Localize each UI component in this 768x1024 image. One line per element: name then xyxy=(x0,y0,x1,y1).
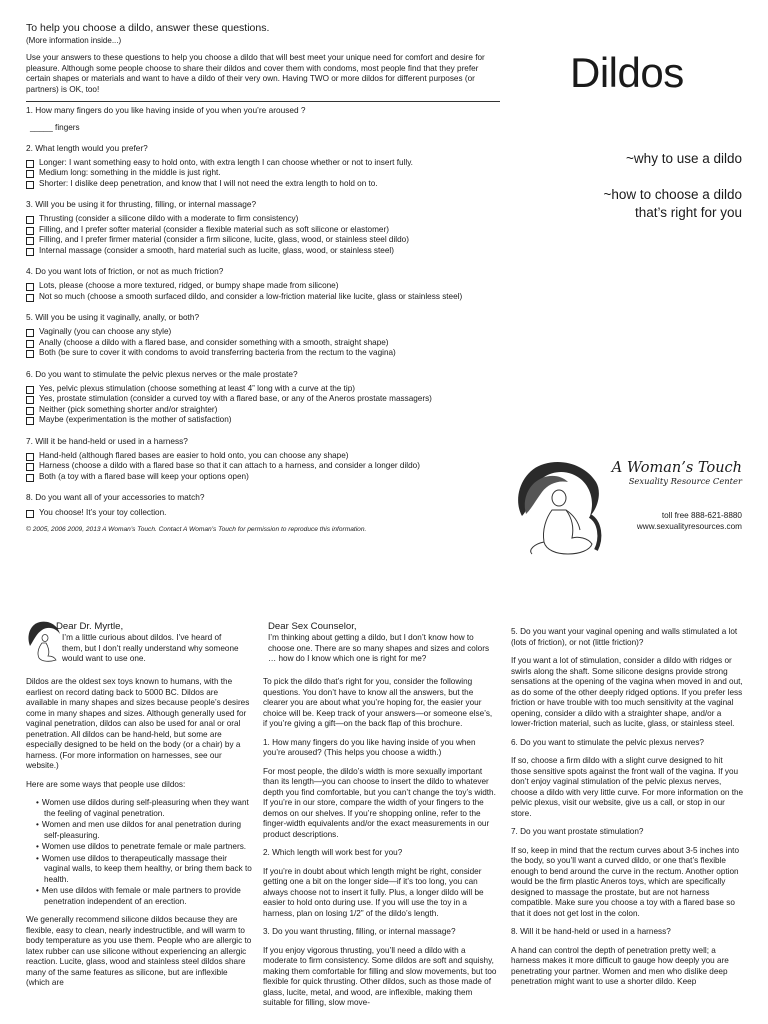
checkbox[interactable] xyxy=(26,510,34,518)
brand-phone: toll free 888-621-8880 xyxy=(661,511,742,520)
quiz-q3-option[interactable]: Internal massage (consider a smooth, hard material such as lucite, glass, wood, or stainless steel) xyxy=(26,246,506,257)
paragraph: For most people, the dildo’s width is more sexually important than its length—you can choose to insert the dildo to whatever depth you find comfortable, but you can’t change the toy’s width. If you’re in our store, compare the width of your fingers to the demos on our shelves. If you’re shopping online, refer to the finger-width equivalents and/or the exact measurements in our product descriptions. xyxy=(263,766,496,839)
quiz-q5: 5. Will you be using it vaginally, anally, or both? xyxy=(26,312,200,322)
checkbox[interactable] xyxy=(26,407,34,415)
quiz-q1-fill: _____ fingers xyxy=(30,123,80,132)
paragraph: If so, choose a firm dildo with a slight curve designed to hit those sensitive spots against the front wall of the vagina. If you don’t enjoy vaginal stimulation of the pelvic plexus nerves, choose a dildo with very little curve. For more information on the pelvic plexus, visit our website, give us a call, or stop in our store. xyxy=(511,756,744,818)
question-heading: 1. How many fingers do you like having inside of you when you’re aroused? (This helps you choose a width.) xyxy=(263,737,476,757)
paragraph: We generally recommend silicone dildos because they are flexible, easy to clean, nearly indestructible, and will warm to body temperature as you use them. People who are allergic to latex rubber can use silicone without experiencing an allergic reaction. Lucite, glass, wood and stainless steel dildos share many of the same features as silicone, but are inflexible (which are xyxy=(26,915,252,987)
quiz-q2: 2. What length would you prefer? xyxy=(26,142,148,153)
checkbox[interactable] xyxy=(26,227,34,235)
checkbox[interactable] xyxy=(26,170,34,178)
brand-website[interactable]: www.sexualityresources.com xyxy=(636,522,742,531)
checkbox[interactable] xyxy=(26,350,34,358)
quiz-q7-option[interactable]: Harness (choose a dildo with a flared base so that it can attach to a harness, and consider a longer dildo) xyxy=(26,461,506,472)
paragraph: A hand can control the depth of penetration pretty well; a harness makes it more difficult to gauge how deeply you are penetrating your partner. Women and men who dislike deep penetration might want to use a shorter dildo. Keep xyxy=(511,945,729,986)
list-item: • Men use dildos with female or male partners to provide penetration independent of an erection. xyxy=(36,886,252,907)
intro-divider xyxy=(26,101,500,102)
quiz-q8: 8. Do you want all of your accessories to match? xyxy=(26,492,205,502)
paragraph: To pick the dildo that’s right for you, consider the following questions. You don’t have to know all the answers, but the clearer you are about what you’re hoping for, the easier your choice will be. Keep track of your answers—or someone else’s, if you’re giving a gift—on the back flap of this brochure. xyxy=(263,677,493,728)
quiz-q6-option[interactable]: Yes, pelvic plexus stimulation (choose something at least 4” long with a curve at the tip) xyxy=(26,384,506,395)
quiz-q5-option[interactable]: Both (be sure to cover it with condoms to avoid transferring bacteria from the rectum to the vagina) xyxy=(26,348,506,359)
paragraph: If you enjoy vigorous thrusting, you’ll need a dildo with a moderate to firm consistency. Some dildos are soft and squishy, making them comfortable for filling and slow movements, but too flexible for quick thrusting. Other dildos, such as those made of glass, lucite, metal, and wood, are inflexible, making them suitable for filling, slow move- xyxy=(263,945,497,1007)
question-heading: 5. Do you want your vaginal opening and walls stimulated a lot (lots of friction), or not (little friction)? xyxy=(511,627,738,647)
quiz-q4-option[interactable]: Lots, please (choose a more textured, ridged, or bumpy shape made from silicone) xyxy=(26,281,506,292)
quiz-q4: 4. Do you want lots of friction, or not as much friction? xyxy=(26,266,224,276)
checkbox[interactable] xyxy=(26,417,34,425)
letter-greeting: Dear Sex Counselor, xyxy=(268,621,357,632)
quiz-q8-option[interactable]: You choose! It’s your toy collection. xyxy=(26,508,506,519)
cover-line-why: ~why to use a dildo xyxy=(626,151,742,166)
checkbox[interactable] xyxy=(26,216,34,224)
checkbox[interactable] xyxy=(26,237,34,245)
quiz-q3: 3. Will you be using it for thrusting, filling, or internal massage? xyxy=(26,199,257,209)
quiz-q6-option[interactable]: Maybe (experimentation is the mother of satisfaction) xyxy=(26,415,506,426)
quiz-q6: 6. Do you want to stimulate the pelvic plexus nerves or the male prostate? xyxy=(26,368,298,379)
quiz-q5-option[interactable]: Vaginally (you can choose any style) xyxy=(26,327,506,338)
paragraph: If you want a lot of stimulation, consider a dildo with ridges or swirls along the shaft. Some silicone designs provide strong sensations at the opening of the vagina when moved in and out, as do some of the other deeply ridged options. If you prefer less friction or have trouble with too much sensitivity at the vaginal opening, consider a dildo with a straighter shape, and/or a lower-friction material, such as lucite, glass, or stainless steel. xyxy=(511,656,743,728)
quiz-q3-option[interactable]: Thrusting (consider a silicone dildo with a moderate to firm consistency) xyxy=(26,214,506,225)
checkbox[interactable] xyxy=(26,283,34,291)
copyright: © 2005, 2006 2009, 2013 A Woman’s Touch. Contact A Woman’s Touch for permission to reproduce this information. xyxy=(26,525,367,533)
woman-figure-logo xyxy=(512,458,604,558)
letter-greeting: Dear Dr. Myrtle, xyxy=(56,621,124,632)
quiz-q2-option[interactable]: Medium long: something in the middle is just right. xyxy=(26,168,506,179)
list-item: • Women use dildos to therapeutically massage their vaginal walls, to keep them healthy, or bring them back to health. xyxy=(36,854,252,886)
letter-sex-counselor xyxy=(268,621,496,665)
quiz-q7: 7. Will it be hand-held or used in a harness? xyxy=(26,435,188,446)
cover-line-how xyxy=(604,186,742,222)
paragraph: Here are some ways that people use dildos: xyxy=(26,779,186,789)
intro-subheading: (More information inside...) xyxy=(26,36,122,45)
brand-name: A Woman’s Touch xyxy=(611,460,742,476)
list-item: • Women and men use dildos for anal penetration during self-pleasuring. xyxy=(36,820,252,841)
column-2 xyxy=(263,677,497,1017)
letter-body: I’m a little curious about dildos. I’ve heard of them, but I don’t really understand why someone would want to use one. xyxy=(62,633,239,663)
question-heading: 7. Do you want prostate stimulation? xyxy=(511,827,644,836)
checkbox[interactable] xyxy=(26,294,34,302)
intro-heading: To help you choose a dildo, answer these questions. xyxy=(26,22,270,34)
checkbox[interactable] xyxy=(26,463,34,471)
list-item: • Women use dildos to penetrate female or male partners. xyxy=(36,842,252,853)
letter-dr-myrtle xyxy=(56,621,242,665)
question-heading: 6. Do you want to stimulate the pelvic plexus nerves? xyxy=(511,737,704,747)
question-heading: 8. Will it be hand-held or used in a harness? xyxy=(511,927,671,936)
column-3 xyxy=(511,627,744,996)
quiz-q7-option[interactable]: Hand-held (although flared bases are easier to hold onto, you can choose any shape) xyxy=(26,451,506,462)
checkbox[interactable] xyxy=(26,386,34,394)
checkbox[interactable] xyxy=(26,340,34,348)
quiz-q4-option[interactable]: Not so much (choose a smooth surfaced dildo, and consider a low-friction material like lucite, glass or stainless steel) xyxy=(26,292,506,303)
checkbox[interactable] xyxy=(26,474,34,482)
checkbox[interactable] xyxy=(26,248,34,256)
cover-title: Dildos xyxy=(570,49,684,96)
column-1 xyxy=(26,677,252,997)
cover-line-how-1: ~how to choose a dildo xyxy=(603,187,742,202)
quiz-q3-option[interactable]: Filling, and I prefer firmer material (consider a firm silicone, lucite, glass, wood, or stainless steel dildo) xyxy=(26,235,506,246)
quiz-q6-option[interactable]: Neither (pick something shorter and/or straighter) xyxy=(26,405,506,416)
checkbox[interactable] xyxy=(26,453,34,461)
question-heading: 3. Do you want thrusting, filling, or internal massage? xyxy=(263,927,456,936)
checkbox[interactable] xyxy=(26,396,34,404)
quiz-q7-option[interactable]: Both (a toy with a flared base will keep your options open) xyxy=(26,472,506,483)
question-heading: 2. Which length will work best for you? xyxy=(263,848,403,857)
quiz-q2-option[interactable]: Shorter: I dislike deep penetration, and know that I will not need the extra length to hold on to. xyxy=(26,179,506,190)
paragraph: If so, keep in mind that the rectum curves about 3-5 inches into the body, so you’ll want a curved dildo, or one that’s flexible enough to bend around the curve in the rectum. Another option would be the firm plastic Aneros toys, which are specifically designed to massage the prostate, but are not harness compatible. Make sure you choose a toy with a flared base so that it does not get lost in the colon. xyxy=(511,845,740,918)
checkbox[interactable] xyxy=(26,160,34,168)
quiz xyxy=(26,105,506,534)
intro-body: Use your answers to these questions to help you choose a dildo that will best meet your unique need for comfort and desire for pleasure. Although some people choose to share their dildos and cover them with condoms, most people find that they prefer certain shapes or materials and want to have a dildo of their very own. Having TWO or more dildos for different purposes (or partners) is OK, too! xyxy=(26,53,485,94)
quiz-q3-option[interactable]: Filling, and I prefer softer material (consider a flexible material such as soft silicone or elastomer) xyxy=(26,225,506,236)
cover-line-how-2: that’s right for you xyxy=(634,205,742,220)
intro-section xyxy=(26,22,500,95)
brand-tagline: Sexuality Resource Center xyxy=(628,476,742,486)
quiz-q6-option[interactable]: Yes, prostate stimulation (consider a curved toy with a flared base, or any of the Aneros prostate massagers) xyxy=(26,394,506,405)
letter-body: I’m thinking about getting a dildo, but I don’t know how to choose one. There are so many shapes and sizes and colors … how do I know which one is right for me? xyxy=(268,633,490,663)
quiz-q2-option[interactable]: Longer: I want something easy to hold onto, with extra length I can choose whether or not to insert fully. xyxy=(26,158,506,169)
paragraph: Dildos are the oldest sex toys known to humans, with the earliest on record dating back to 5000 BC. Dildos are available in many shapes and sizes because people’s desires come in many shapes and sizes. Although generally used for vaginal penetration, dildos can also be used for anal or oral penetration. All dildos can be hand-held, but some are especially designed to be held on the body (or a chair) by a harness. (For more information on harnesses, see our website.) xyxy=(26,677,250,770)
checkbox[interactable] xyxy=(26,181,34,189)
list-item: • Women use dildos during self-pleasuring when they want the feeling of vaginal penetration. xyxy=(36,798,252,819)
quiz-q5-option[interactable]: Anally (choose a dildo with a flared base, and consider something with a smooth, straight shape) xyxy=(26,338,506,349)
quiz-q1: 1. How many fingers do you like having inside of you when you’re aroused ? xyxy=(26,105,306,115)
paragraph: If you’re in doubt about which length might be right, consider getting one a bit on the longer side—if it’s too long, you can always choose not to insert it fully. Plus, a longer dildo will be easier to hold onto during use. If you will use the toy in a harness, plan on losing 1/2” of the dildo’s length. xyxy=(263,866,484,918)
uses-list xyxy=(26,798,252,907)
checkbox[interactable] xyxy=(26,329,34,337)
